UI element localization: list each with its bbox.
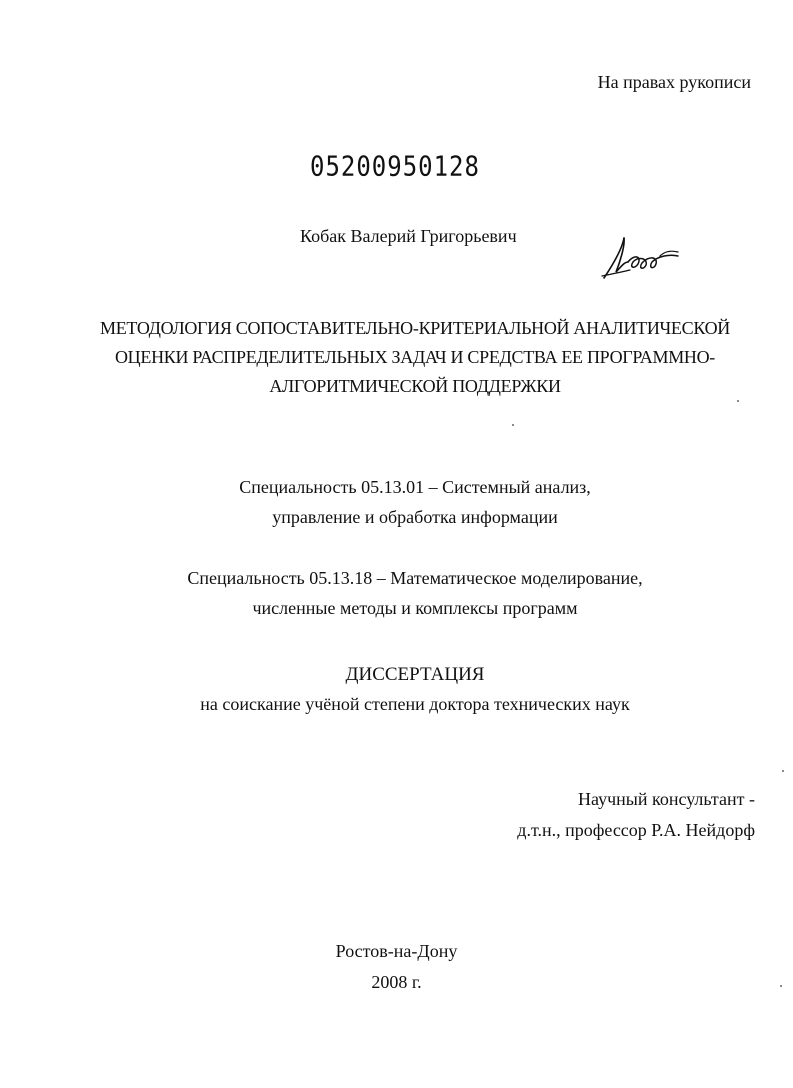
specialty-1-line-2: управление и обработка информации bbox=[272, 507, 558, 527]
signature-icon bbox=[598, 232, 682, 284]
scientific-consultant bbox=[517, 784, 755, 846]
title-line-3: АЛГОРИТМИЧЕСКОЙ ПОДДЕРЖКИ bbox=[269, 376, 561, 396]
specialty-2-line-2: численные методы и комплексы программ bbox=[252, 598, 578, 618]
consultant-name: д.т.н., профессор Р.А. Нейдорф bbox=[517, 820, 755, 840]
author-name: Кобак Валерий Григорьевич bbox=[300, 226, 517, 246]
city: Ростов-на-Дону bbox=[335, 941, 458, 961]
specialty-2 bbox=[60, 563, 770, 623]
specialty-1-line-1: Специальность 05.13.01 – Системный анализ, bbox=[239, 477, 591, 497]
specialty-1 bbox=[60, 472, 770, 532]
place-and-year bbox=[0, 936, 793, 998]
scan-speck bbox=[782, 770, 784, 772]
specialty-2-line-1: Специальность 05.13.18 – Математическое моделирование, bbox=[187, 568, 643, 588]
document-type-heading: ДИССЕРТАЦИЯ bbox=[345, 664, 485, 685]
degree-subtitle: на соискание учёной степени доктора технических наук bbox=[200, 694, 630, 714]
title-line-2: ОЦЕНКИ РАСПРЕДЕЛИТЕЛЬНЫХ ЗАДАЧ И СРЕДСТВА ЕЕ ПРОГРАММНО- bbox=[114, 347, 715, 367]
scan-speck bbox=[737, 400, 739, 402]
dissertation-title bbox=[60, 314, 770, 401]
scan-speck bbox=[512, 424, 514, 426]
consultant-label: Научный консультант - bbox=[578, 789, 755, 809]
scan-speck bbox=[780, 985, 782, 987]
year: 2008 г. bbox=[371, 972, 422, 992]
registration-number: 05200950128 bbox=[310, 150, 480, 183]
title-line-1: МЕТОДОЛОГИЯ СОПОСТАВИТЕЛЬНО-КРИТЕРИАЛЬНОЙ АНАЛИТИЧЕСКОЙ bbox=[100, 318, 730, 338]
manuscript-rights-note: На правах рукописи bbox=[597, 72, 751, 92]
